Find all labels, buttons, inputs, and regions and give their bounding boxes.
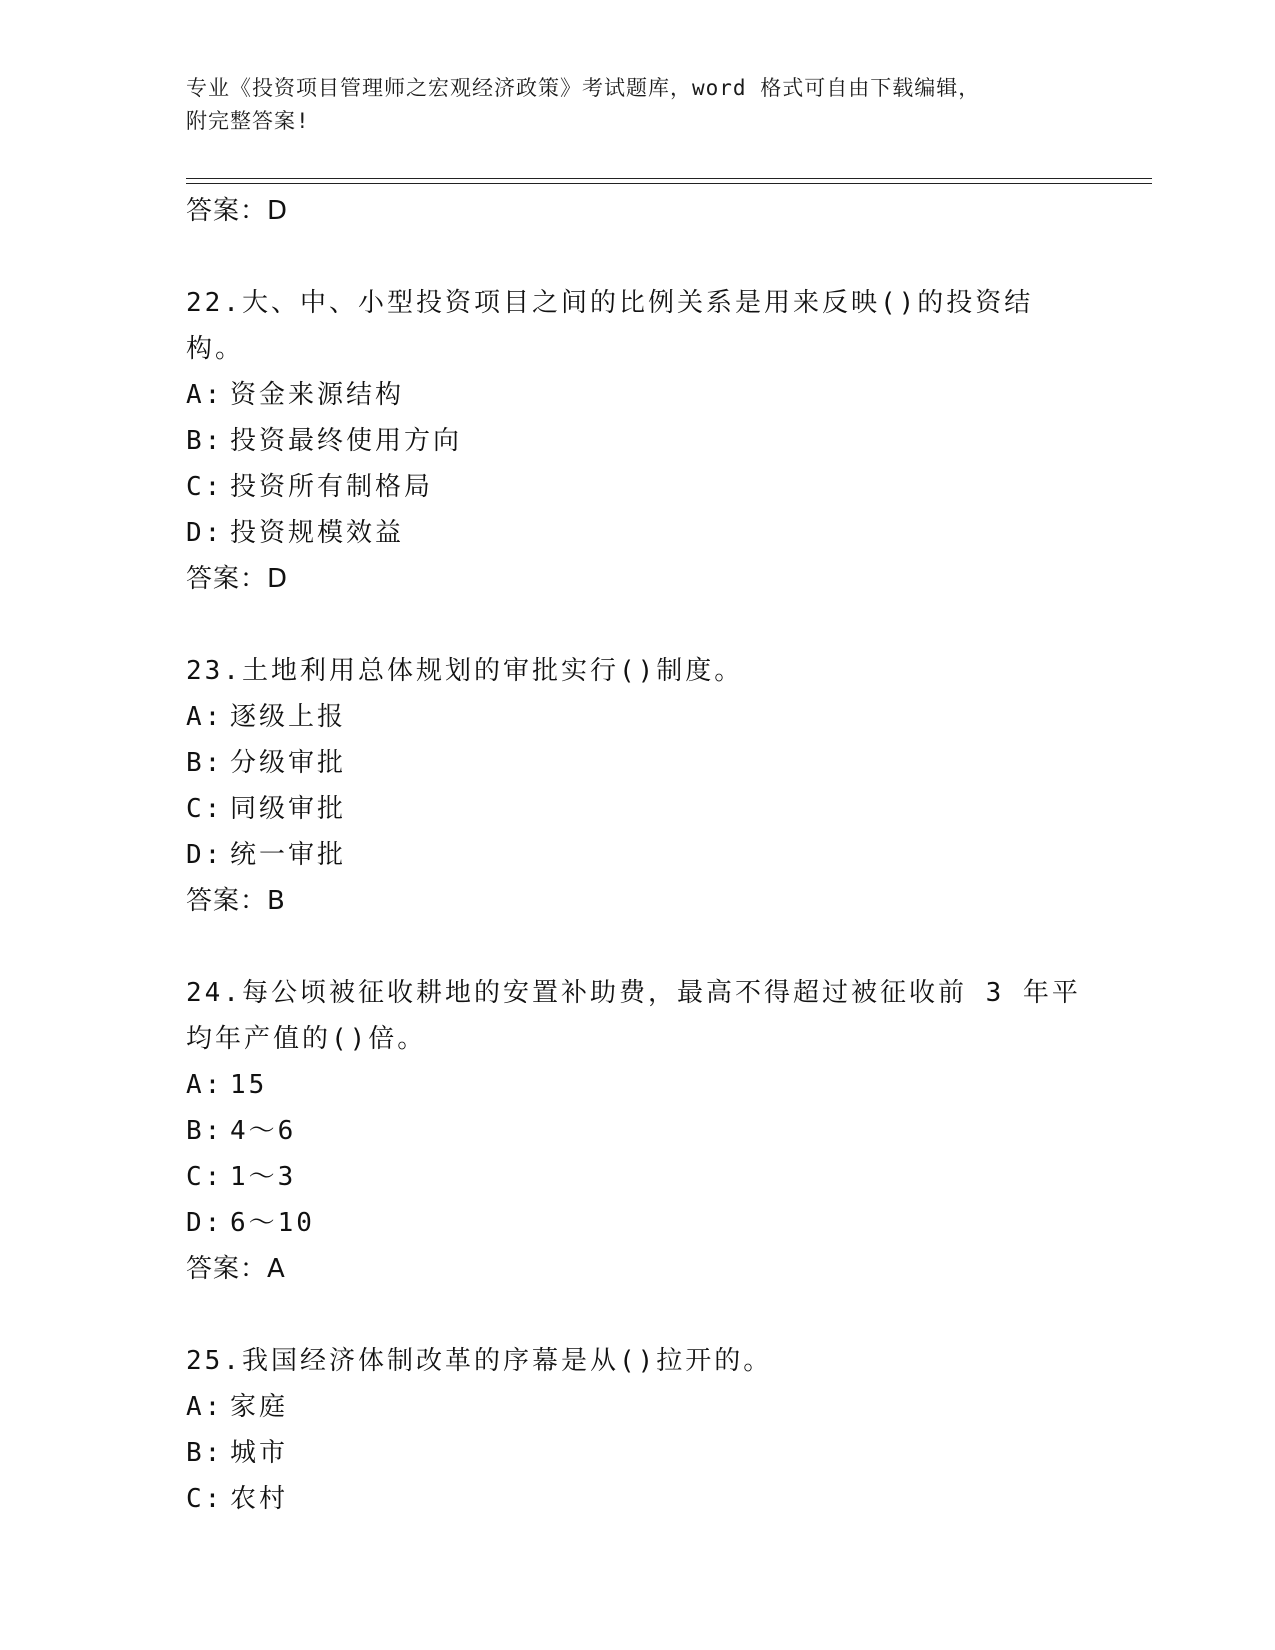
question-list [186, 188, 1146, 1522]
option-letter: B: [186, 1116, 224, 1146]
option-text: 城市 [230, 1438, 289, 1468]
question-stem: 23.土地利用总体规划的审批实行()制度。 [186, 656, 744, 686]
option-text: 分级审批 [230, 748, 347, 778]
option-c [186, 1154, 1146, 1200]
option-text: 投资最终使用方向 [230, 426, 463, 456]
question-stem: 24.每公顷被征收耕地的安置补助费，最高不得超过被征收前 3 年平均年产值的()倍。 [186, 978, 1081, 1054]
option-letter: D: [186, 1208, 224, 1238]
option-letter: A: [186, 702, 224, 732]
header-line-1: 专业《投资项目管理师之宏观经济政策》考试题库，word 格式可自由下载编辑， [186, 76, 981, 100]
question-24 [186, 970, 1146, 1292]
header-line-2: 附完整答案! [186, 109, 310, 133]
option-text: 同级审批 [230, 794, 347, 824]
option-c [186, 786, 1146, 832]
option-b [186, 740, 1146, 786]
option-letter: D: [186, 518, 224, 548]
option-letter: C: [186, 472, 224, 502]
page-header [186, 72, 1086, 138]
header-rule-bottom [186, 183, 1152, 184]
option-text: 资金来源结构 [230, 380, 405, 410]
header-rule-top [186, 178, 1152, 179]
option-text: 家庭 [230, 1392, 289, 1422]
question-stem: 25.我国经济体制改革的序幕是从()拉开的。 [186, 1346, 773, 1376]
option-c [186, 464, 1146, 510]
option-a [186, 372, 1146, 418]
option-letter: B: [186, 426, 224, 456]
option-text: 投资规模效益 [230, 518, 405, 548]
question-stem: 22.大、中、小型投资项目之间的比例关系是用来反映()的投资结构。 [186, 288, 1034, 364]
option-b [186, 1430, 1146, 1476]
option-letter: C: [186, 1162, 224, 1192]
option-c [186, 1476, 1146, 1522]
option-text: 投资所有制格局 [230, 472, 434, 502]
option-text: 统一审批 [230, 840, 347, 870]
option-a [186, 1062, 1146, 1108]
answer-line: 答案：D [186, 564, 289, 594]
answer-line: 答案：A [186, 1254, 286, 1284]
option-a [186, 694, 1146, 740]
option-letter: B: [186, 748, 224, 778]
option-letter: A: [186, 1070, 224, 1100]
option-text: 4～6 [230, 1116, 297, 1146]
option-letter: C: [186, 794, 224, 824]
option-text: 逐级上报 [230, 702, 347, 732]
option-d [186, 510, 1146, 556]
option-b [186, 418, 1146, 464]
option-letter: B: [186, 1438, 224, 1468]
option-letter: A: [186, 1392, 224, 1422]
option-text: 6～10 [230, 1208, 315, 1238]
answer-line: 答案：B [186, 886, 286, 916]
option-letter: A: [186, 380, 224, 410]
option-d [186, 1200, 1146, 1246]
option-letter: D: [186, 840, 224, 870]
question-22 [186, 280, 1146, 602]
option-letter: C: [186, 1484, 224, 1514]
option-text: 1～3 [230, 1162, 297, 1192]
question-25 [186, 1338, 1146, 1522]
option-text: 15 [230, 1070, 268, 1100]
option-a [186, 1384, 1146, 1430]
answer-line: 答案：D [186, 196, 289, 226]
question-23 [186, 648, 1146, 924]
option-text: 农村 [230, 1484, 289, 1514]
option-b [186, 1108, 1146, 1154]
option-d [186, 832, 1146, 878]
